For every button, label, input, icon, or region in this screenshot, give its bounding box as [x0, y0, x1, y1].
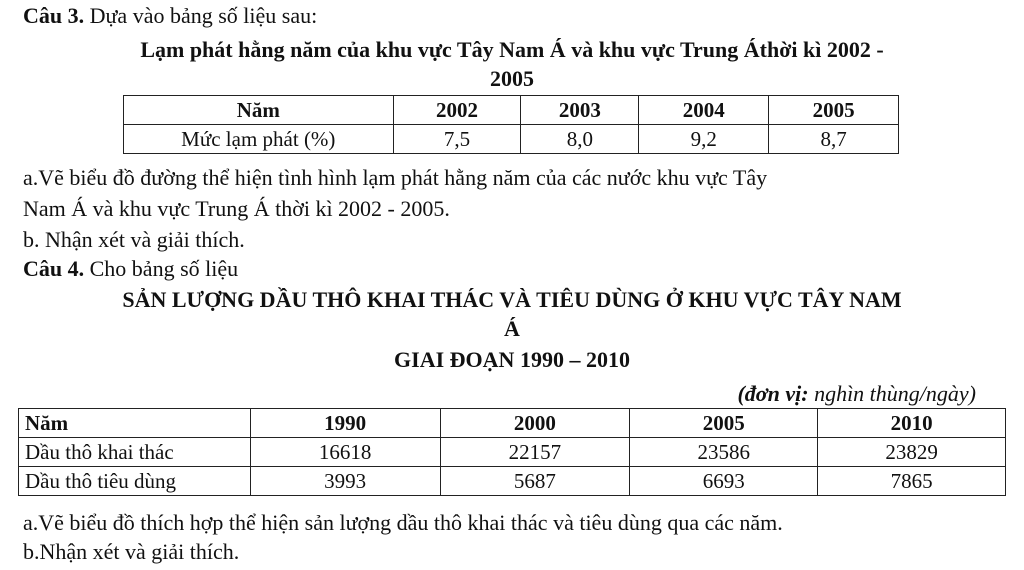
table-cell: 3993	[250, 467, 440, 496]
table-header-cell: 2000	[440, 409, 630, 438]
q3-task-a-line2: Nam Á và khu vực Trung Á thời kì 2002 - 2005.	[23, 196, 450, 221]
table-header-cell: 2004	[639, 96, 769, 125]
q4-title-line3: GIAI ĐOẠN 1990 – 2010	[394, 347, 630, 372]
q4-unit-label	[737, 381, 976, 407]
q3-heading	[23, 3, 317, 29]
q3-title-line1: Lạm phát hằng năm của khu vực Tây Nam Á và khu vực Trung Áthời kì 2002 -	[140, 37, 884, 62]
q4-oil-table	[18, 408, 1006, 496]
table-row	[19, 467, 1006, 496]
q4-title-line1: SẢN LƯỢNG DẦU THÔ KHAI THÁC VÀ TIÊU DÙNG Ở KHU VỰC TÂY NAM	[122, 287, 902, 312]
q3-task-b: b. Nhận xét và giải thích.	[23, 227, 245, 252]
table-header-row	[19, 409, 1006, 438]
table-cell: 8,7	[769, 125, 899, 154]
table-cell: 23586	[630, 438, 818, 467]
table-cell: Dầu thô tiêu dùng	[19, 467, 251, 496]
table-cell: 5687	[440, 467, 630, 496]
table-cell: 22157	[440, 438, 630, 467]
table-header-cell: 2005	[769, 96, 899, 125]
table-cell: 9,2	[639, 125, 769, 154]
q4-heading-text: Cho bảng số liệu	[84, 256, 239, 281]
q4-task-a: a.Vẽ biểu đồ thích hợp thể hiện sản lượng dầu thô khai thác và tiêu dùng qua các năm.	[23, 510, 783, 535]
table-cell: 7865	[818, 467, 1006, 496]
table-header-cell: 2010	[818, 409, 1006, 438]
q3-heading-label: Câu 3.	[23, 3, 85, 28]
table-cell: 23829	[818, 438, 1006, 467]
q4-unit-label-prefix: (đơn vị:	[737, 381, 809, 406]
table-cell: 6693	[630, 467, 818, 496]
table-header-cell: 2005	[630, 409, 818, 438]
q4-title-line2: Á	[504, 316, 520, 341]
table-cell: 7,5	[393, 125, 521, 154]
table-cell: 8,0	[521, 125, 639, 154]
table-header-cell: Năm	[124, 96, 394, 125]
table-row	[19, 438, 1006, 467]
q3-inflation-table	[123, 95, 899, 154]
table-header-cell: 2002	[393, 96, 521, 125]
table-header-cell: 1990	[250, 409, 440, 438]
table-header-cell: Năm	[19, 409, 251, 438]
table-header-row	[124, 96, 899, 125]
q4-heading	[23, 256, 238, 282]
table-header-cell: 2003	[521, 96, 639, 125]
q4-unit-label-text: nghìn thùng/ngày)	[808, 381, 976, 406]
q3-heading-text: Dựa vào bảng số liệu sau:	[84, 3, 318, 28]
q4-heading-label: Câu 4.	[23, 256, 85, 281]
table-row	[124, 125, 899, 154]
q3-title-line2: 2005	[490, 66, 534, 91]
q4-task-b: b.Nhận xét và giải thích.	[23, 539, 240, 564]
table-cell: Dầu thô khai thác	[19, 438, 251, 467]
q3-task-a-line1: a.Vẽ biểu đồ đường thể hiện tình hình lạm phát hằng năm của các nước khu vực Tây	[23, 165, 768, 190]
table-cell: 16618	[250, 438, 440, 467]
table-cell: Mức lạm phát (%)	[124, 125, 394, 154]
